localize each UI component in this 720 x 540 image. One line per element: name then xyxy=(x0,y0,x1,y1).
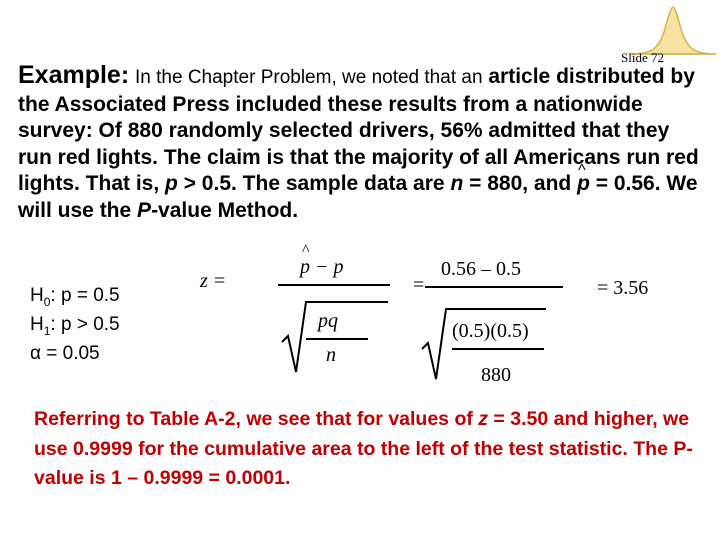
z-result: = 3.56 xyxy=(597,277,649,299)
p-value-letter: P xyxy=(137,198,152,222)
inner-bar-numeric xyxy=(452,348,544,350)
null-hypothesis: $H_0$: p = 0.5 xyxy=(30,285,120,309)
p-hat-accent: ^ xyxy=(302,242,310,259)
fraction-bar-symbolic xyxy=(278,284,390,286)
example-intro: In the Chapter Problem, we noted that an xyxy=(135,67,483,88)
example-lead: Example: xyxy=(18,61,130,89)
z-variable: z xyxy=(478,408,489,430)
significance-level: α = 0.05 xyxy=(30,343,100,364)
conclusion-text: Referring to Table A-2, we see that for values of z = 3.50 and higher, we use 0.9999 for the cumulative area to the left of the test statistic. The P-value is 1 – 0.9999 = 0.0001. xyxy=(34,408,693,489)
slide-number: Slide 72 xyxy=(621,50,664,65)
fraction-bar-numeric xyxy=(425,286,563,288)
formula-pq-numeric: (0.5)(0.5) xyxy=(452,320,529,342)
p-variable: p xyxy=(165,172,178,195)
alternative-hypothesis: $H_1$: p > 0.5 xyxy=(30,314,120,338)
method-text: -value Method. xyxy=(151,198,299,222)
z-label: z = xyxy=(200,270,227,292)
formula-n: n xyxy=(326,344,336,366)
formula-n-numeric: 880 xyxy=(481,364,511,386)
inner-bar-symbolic xyxy=(306,338,368,340)
p-hat-variable: ^ p xyxy=(577,171,590,198)
example-statement xyxy=(18,62,708,224)
equals-sign: = xyxy=(413,274,425,296)
sample-size-text: = 880, and xyxy=(469,172,572,195)
sample-proportion-text: = 0.56. We will use the xyxy=(18,172,698,222)
n-variable: n xyxy=(450,172,464,195)
formula-numerator-numeric: 0.56 – 0.5 xyxy=(441,258,521,280)
formula-numerator-symbolic: p − p xyxy=(300,256,344,278)
example-body: article distributed by the Associated Press included these results from a nationwide survey: Of 880 randomly selected drivers, 56% admitted that they run red lights. The claim is that the majority of all Americans run red lights. That is, xyxy=(18,65,699,195)
claim-text: > 0.5. The sample data are xyxy=(183,172,445,195)
formula-pq: pq xyxy=(318,310,338,332)
